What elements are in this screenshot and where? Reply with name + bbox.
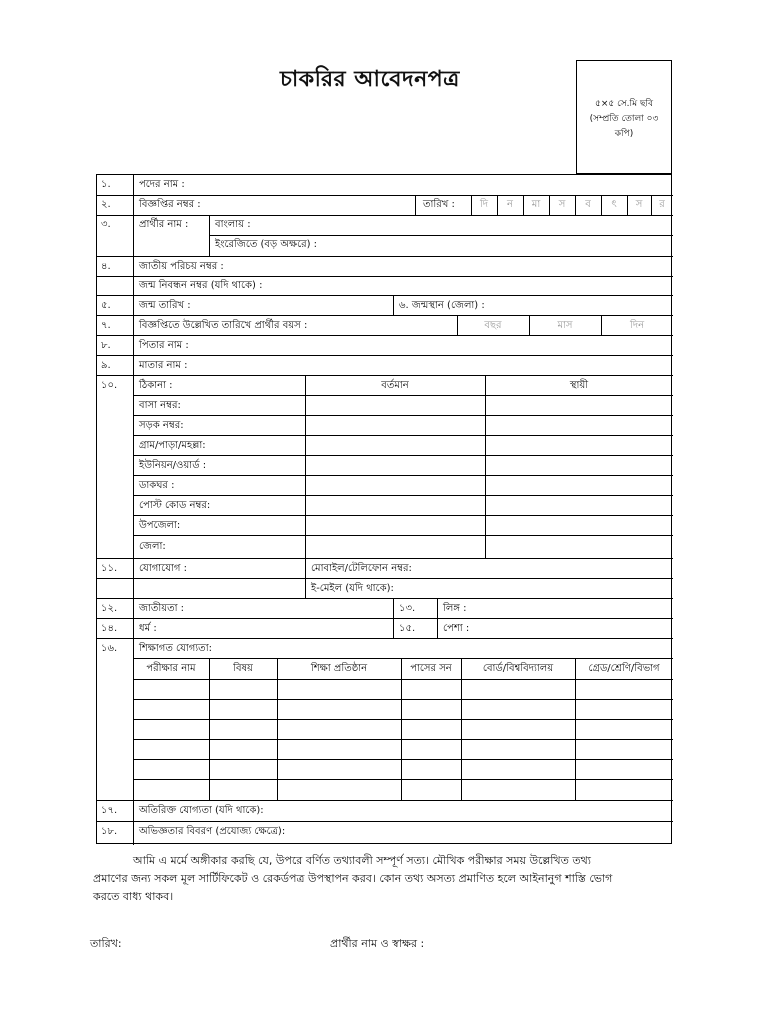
row-1-number: ১.	[101, 179, 111, 190]
date-box-1[interactable]: দি	[479, 199, 489, 210]
declaration-line-3: করতে বাধ্য থাকব।	[93, 890, 174, 903]
row-15-number: ১৫.	[399, 623, 416, 634]
age-day-field[interactable]: দিন	[629, 320, 645, 331]
date-box-6[interactable]: ৎ	[611, 199, 617, 210]
grid-line	[305, 578, 673, 579]
grid-line	[97, 215, 673, 216]
grid-line	[401, 658, 402, 800]
road-number-label: সড়ক নম্বর:	[139, 420, 184, 431]
row-14-number: ১৪.	[101, 623, 118, 634]
grid-line	[133, 295, 673, 296]
grid-line	[97, 335, 673, 336]
row-16-number: ১৬.	[101, 643, 118, 654]
grid-line	[133, 415, 673, 416]
photo-copies: কপি)	[614, 129, 634, 139]
application-form	[96, 174, 672, 844]
photo-size: ৫×৫ সে.মি ছবি	[594, 99, 653, 109]
grid-line	[209, 658, 210, 800]
grid-line	[97, 195, 673, 196]
row-18-number: ১৮.	[101, 826, 118, 837]
grid-line	[97, 598, 673, 599]
mobile-field[interactable]: মোবাইল/টেলিফোন নম্বর:	[311, 563, 412, 574]
photo-note: (সম্প্রতি তোলা ০৩	[589, 114, 659, 124]
footer-date[interactable]: তারিখ:	[90, 937, 122, 950]
grid-line	[133, 495, 673, 496]
post-code-label: পোস্ট কোড নম্বর:	[139, 500, 211, 511]
grid-line	[133, 435, 673, 436]
row-11-number: ১১.	[101, 563, 118, 574]
age-label: বিজ্ঞপ্তিতে উল্লেখিত তারিখে প্রার্থীর বয়স :	[139, 320, 308, 331]
experience-field[interactable]: অভিজ্ঞতার বিবরণ (প্রযোজ্য ক্ষেত্রে):	[139, 826, 286, 837]
exam-name-header: পরীক্ষার নাম	[146, 663, 196, 674]
grid-line	[97, 821, 673, 822]
grid-line	[133, 658, 673, 659]
row-3-number: ৩.	[101, 219, 111, 230]
grid-line	[133, 475, 673, 476]
name-bangla-field[interactable]: বাংলায় :	[215, 219, 251, 230]
grid-line	[209, 235, 673, 236]
declaration	[93, 852, 675, 906]
nationality-field[interactable]: জাতীয়তা :	[139, 603, 185, 614]
grid-line	[575, 658, 576, 800]
row-12-number: ১২.	[101, 603, 118, 614]
passing-year-header: পাসের সন	[410, 663, 452, 674]
grid-line	[97, 315, 673, 316]
religion-field[interactable]: ধর্ম :	[139, 623, 157, 634]
footer-signature[interactable]: প্রার্থীর নাম ও স্বাক্ষর :	[330, 937, 425, 950]
row-4-number: ৪.	[101, 261, 111, 272]
grid-line	[133, 535, 673, 536]
grid-line	[133, 395, 673, 396]
district-label: জেলা:	[139, 541, 166, 552]
subject-header: বিষয়	[233, 663, 253, 674]
age-month-field[interactable]: মাস	[557, 320, 573, 331]
photo-instructions	[577, 97, 671, 142]
grid-line	[393, 295, 394, 315]
grid-line	[133, 455, 673, 456]
date-box-3[interactable]: মা	[531, 199, 541, 210]
grid-line	[133, 515, 673, 516]
date-box-8[interactable]: র	[659, 199, 665, 210]
birth-reg-field[interactable]: জন্ম নিবন্ধন নম্বর (যদি থাকে) :	[139, 280, 263, 291]
declaration-line-2: প্রমাণের জন্য সকল মূল সার্টিফিকেট ও রেকর্ডপত্র উপস্থাপন করব। কোন তথ্য অসত্য প্রমাণিত হলে আইনানুগ শাস্তি ভোগ	[93, 872, 613, 885]
mother-name-field[interactable]: মাতার নাম :	[139, 360, 188, 371]
house-number-label: বাসা নম্বর:	[139, 400, 181, 411]
occupation-field[interactable]: পেশা :	[443, 623, 470, 634]
advert-number-field[interactable]: বিজ্ঞপ্তির নম্বর :	[139, 199, 201, 210]
row-2-number: ২.	[101, 199, 111, 210]
permanent-address-header: স্থায়ী	[569, 380, 589, 391]
advert-date-label: তারিখ :	[423, 199, 455, 210]
grid-line	[97, 256, 673, 257]
birthplace-field[interactable]: ৬. জন্মস্থান (জেলা) :	[399, 300, 485, 311]
grid-line	[97, 638, 673, 639]
name-english-field[interactable]: ইংরেজিতে (বড় অক্ষরে) :	[215, 239, 318, 250]
declaration-line-1: আমি এ মর্মে অঙ্গীকার করছি যে, উপরে বর্ণিত তথ্যাবলী সম্পূর্ণ সত্য। মৌখিক পরীক্ষার সময় উল্লেখিত তথ্য	[133, 854, 591, 867]
row-8-number: ৮.	[101, 340, 111, 351]
extra-qualification-field[interactable]: অতিরিক্ত যোগ্যতা (যদি থাকে):	[139, 805, 264, 816]
photo-box[interactable]	[576, 60, 672, 174]
grid-line	[97, 355, 673, 356]
row-13-number: ১৩.	[399, 603, 416, 614]
grid-line	[97, 375, 673, 376]
date-box-2[interactable]: ন	[507, 199, 513, 210]
post-name-field[interactable]: পদের নাম :	[139, 179, 185, 190]
address-label: ঠিকানা :	[139, 380, 173, 391]
post-office-label: ডাকঘর :	[139, 480, 175, 491]
grid-line	[133, 719, 673, 720]
grid-line	[485, 375, 486, 558]
institution-header: শিক্ষা প্রতিষ্ঠান	[310, 663, 368, 674]
date-box-5[interactable]: ব	[585, 199, 591, 210]
grid-line	[97, 618, 673, 619]
nid-field[interactable]: জাতীয় পরিচয় নম্বর :	[139, 261, 224, 272]
contact-label: যোগাযোগ :	[139, 563, 187, 574]
grid-line	[97, 800, 673, 801]
row-5-number: ৫.	[101, 300, 111, 311]
upazila-label: উপজেলা:	[139, 520, 181, 531]
grid-line	[209, 215, 210, 256]
grade-header: গ্রেড/শ্রেণি/বিভাগ	[588, 663, 660, 674]
birth-date-field[interactable]: জন্ম তারিখ :	[139, 300, 191, 311]
grid-line	[277, 658, 278, 800]
father-name-field[interactable]: পিতার নাম :	[139, 340, 189, 351]
present-address-header: বর্তমান	[381, 380, 409, 391]
grid-line	[133, 739, 673, 740]
form-title: চাকরির আবেদনপত্র	[280, 66, 460, 92]
applicant-name-label: প্রার্থীর নাম :	[139, 219, 189, 230]
grid-line	[461, 658, 462, 800]
grid-line	[415, 195, 416, 215]
date-box-4[interactable]: স	[558, 199, 566, 210]
village-label: গ্রাম/পাড়া/মহল্লা:	[139, 440, 206, 451]
board-header: বোর্ড/বিশ্ববিদ্যালয়	[482, 663, 554, 674]
grid-line	[133, 276, 673, 277]
gender-field[interactable]: লিঙ্গ :	[443, 603, 467, 614]
grid-line	[133, 699, 673, 700]
age-year-field[interactable]: বছর	[484, 320, 502, 331]
grid-line	[133, 679, 673, 680]
grid-line	[393, 598, 394, 638]
row-7-number: ৭.	[101, 320, 111, 331]
grid-line	[133, 759, 673, 760]
email-field[interactable]: ই-মেইল (যদি থাকে):	[311, 583, 394, 594]
row-9-number: ৯.	[101, 360, 111, 371]
grid-line	[305, 375, 306, 558]
grid-line	[437, 598, 438, 638]
grid-line	[97, 558, 673, 559]
union-ward-label: ইউনিয়ন/ওয়ার্ড :	[139, 460, 207, 471]
row-17-number: ১৭.	[101, 805, 118, 816]
grid-line	[133, 779, 673, 780]
date-box-7[interactable]: স	[635, 199, 643, 210]
row-10-number: ১০.	[101, 380, 118, 391]
education-label: শিক্ষাগত যোগ্যতা:	[139, 643, 212, 654]
